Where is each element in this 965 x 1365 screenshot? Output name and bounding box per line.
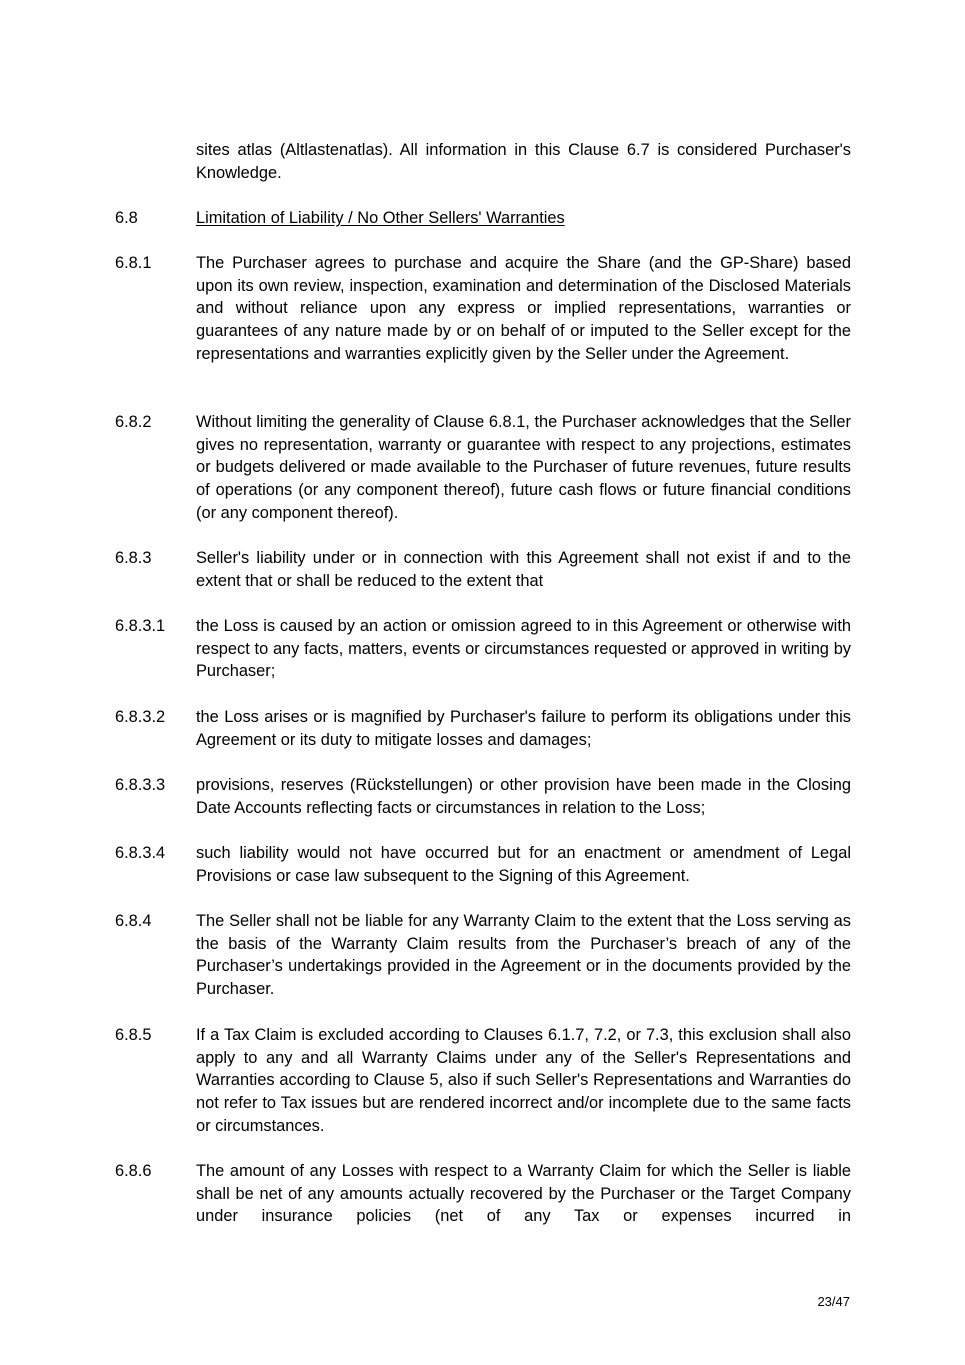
clause-text: such liability would not have occurred but for an enactment or amendment of Legal Provisions or case law subsequent to the Signing of this Agreement. <box>196 844 851 885</box>
clause-number: 6.8.5 <box>115 1026 152 1044</box>
section-title: Limitation of Liability / No Other Sellers' Warranties <box>196 209 565 227</box>
clause-6-8-3-2 <box>115 706 851 751</box>
clause-6-8-3-4 <box>115 842 851 887</box>
clause-6-8-2 <box>115 411 851 525</box>
continuation-text: sites atlas (Altlastenatlas). All information in this Clause 6.7 is considered Purchaser's Knowledge. <box>196 141 851 182</box>
section-number: 6.8 <box>115 209 138 227</box>
clause-6-8-5 <box>115 1024 851 1138</box>
clause-text: The amount of any Losses with respect to a Warranty Claim for which the Seller is liable shall be net of any amounts actually recovered by the Purchaser or the Target Company under insurance policies (net of any Tax or expenses incurred in <box>196 1162 851 1226</box>
clause-6-8-1 <box>115 252 851 366</box>
clause-text: The Seller shall not be liable for any Warranty Claim to the extent that the Loss serving as the basis of the Warranty Claim results from the Purchaser’s breach of any of the Purchaser’s undertakings provided in the Agreement or in the documents provided by the Purchaser. <box>196 912 851 999</box>
clause-6-8-3-3 <box>115 774 851 819</box>
clause-number: 6.8.3 <box>115 549 152 567</box>
clause-text: the Loss is caused by an action or omission agreed to in this Agreement or otherwise with respect to any facts, matters, events or circumstances requested or approved in writing by Purchaser; <box>196 617 851 681</box>
section-heading <box>115 207 851 230</box>
clause-number: 6.8.3.3 <box>115 776 166 794</box>
clause-number: 6.8.3.2 <box>115 708 166 726</box>
clause-number: 6.8.3.1 <box>115 617 166 635</box>
continuation-paragraph <box>115 139 851 184</box>
clause-6-8-6 <box>115 1160 851 1228</box>
clause-text: Without limiting the generality of Clause 6.8.1, the Purchaser acknowledges that the Seller gives no representation, warranty or guarantee with respect to any projections, estimates or budgets delivered or made available to the Purchaser of future revenues, future results of operations (or any component thereof), future cash flows or future financial conditions (or any component thereof). <box>196 413 851 522</box>
clause-number: 6.8.4 <box>115 912 152 930</box>
clause-text: Seller's liability under or in connection with this Agreement shall not exist if and to the extent that or shall be reduced to the extent that <box>196 549 851 590</box>
clause-6-8-3-1 <box>115 615 851 683</box>
clause-text: The Purchaser agrees to purchase and acquire the Share (and the GP-Share) based upon its own review, inspection, examination and determination of the Disclosed Materials and without reliance upon any express or implied representations, warranties or guarantees of any nature made by or on behalf of or imputed to the Seller except for the representations and warranties explicitly given by the Seller under the Agreement. <box>196 254 851 363</box>
clause-text: the Loss arises or is magnified by Purchaser's failure to perform its obligations under this Agreement or its duty to mitigate losses and damages; <box>196 708 851 749</box>
clause-6-8-3 <box>115 547 851 592</box>
clause-number: 6.8.6 <box>115 1162 152 1180</box>
clause-text: provisions, reserves (Rückstellungen) or other provision have been made in the Closing Date Accounts reflecting facts or circumstances in relation to the Loss; <box>196 776 851 817</box>
clause-text: If a Tax Claim is excluded according to Clauses 6.1.7, 7.2, or 7.3, this exclusion shall also apply to any and all Warranty Claims under any of the Seller's Representations and Warranties according to Clause 5, also if such Seller's Representations and Warranties do not refer to Tax issues but are rendered incorrect and/or incomplete due to the same facts or circumstances. <box>196 1026 851 1135</box>
page-number: 23/47 <box>817 1294 850 1309</box>
clause-number: 6.8.1 <box>115 254 152 272</box>
clause-number: 6.8.3.4 <box>115 844 166 862</box>
clause-6-8-4 <box>115 910 851 1001</box>
clause-number: 6.8.2 <box>115 413 152 431</box>
